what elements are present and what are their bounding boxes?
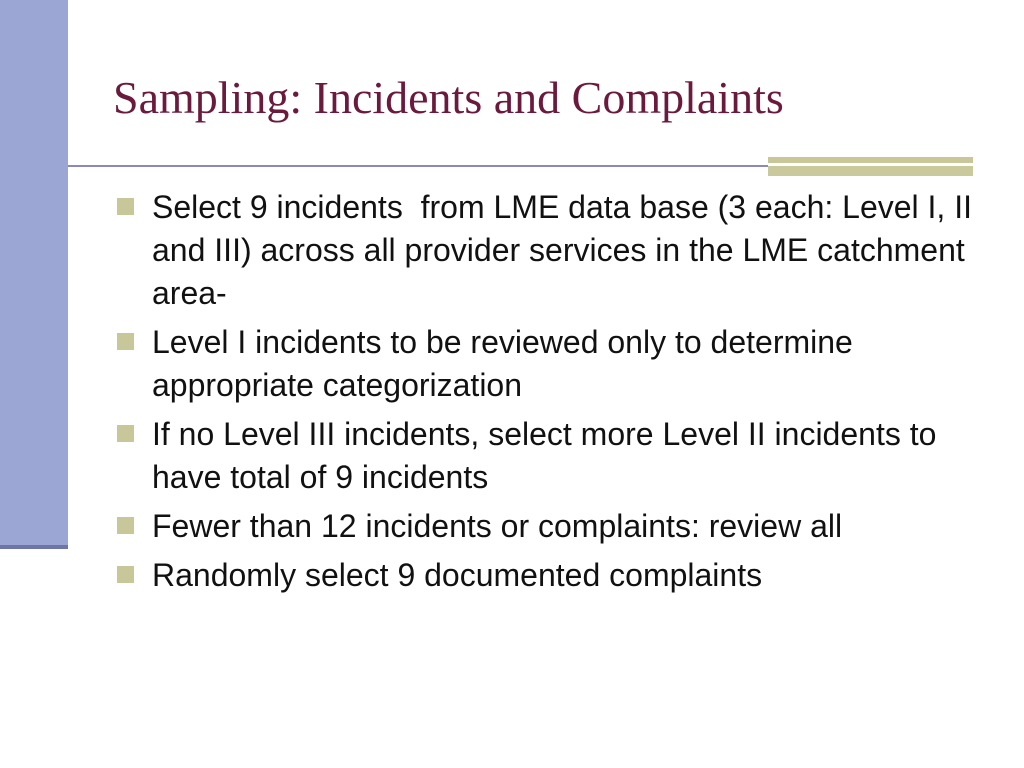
bullet-item — [117, 413, 977, 499]
bullet-item — [117, 554, 977, 597]
bullet-item — [117, 186, 981, 315]
accent-bar-thick — [768, 166, 973, 176]
square-bullet-icon — [117, 425, 134, 442]
bullet-text: Fewer than 12 incidents or complaints: review all — [152, 508, 843, 544]
bullet-text: Select 9 incidents from LME data base (3 each: Level I, II and III) across all provider services in the LME catchment area- — [152, 189, 981, 311]
bullet-list — [117, 186, 981, 603]
square-bullet-icon — [117, 333, 134, 350]
slide-title: Sampling: Incidents and Complaints — [113, 72, 784, 123]
square-bullet-icon — [117, 198, 134, 215]
accent-bar-thin — [768, 157, 973, 163]
square-bullet-icon — [117, 566, 134, 583]
accent-bars — [768, 157, 973, 176]
bullet-text: Level I incidents to be reviewed only to determine appropriate categorization — [152, 324, 862, 403]
bullet-item — [117, 505, 977, 548]
square-bullet-icon — [117, 517, 134, 534]
bullet-text: If no Level III incidents, select more Level II incidents to have total of 9 incidents — [152, 416, 946, 495]
bullet-item — [117, 321, 977, 407]
bullet-text: Randomly select 9 documented complaints — [152, 557, 763, 593]
left-bar-edge — [0, 545, 68, 549]
title-divider — [68, 165, 768, 167]
left-decorative-bar — [0, 0, 68, 545]
